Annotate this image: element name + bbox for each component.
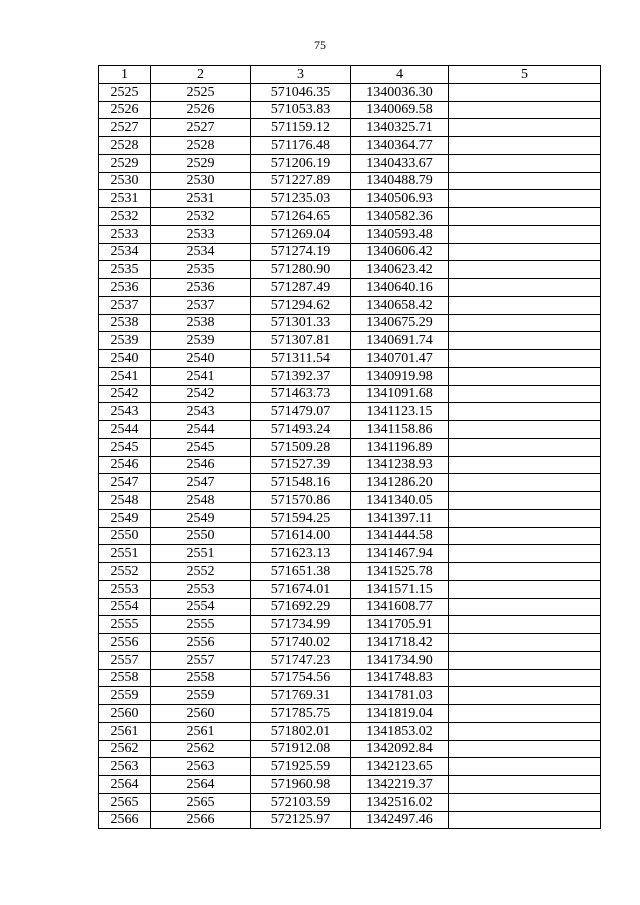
y-coordinate-cell: 1341196.89	[351, 438, 449, 456]
x-coordinate-cell: 571651.38	[251, 563, 351, 581]
point-id-cell: 2541	[151, 367, 251, 385]
y-coordinate-cell: 1340593.48	[351, 225, 449, 243]
y-coordinate-cell: 1340364.77	[351, 137, 449, 155]
note-cell	[449, 172, 601, 190]
y-coordinate-cell: 1340036.30	[351, 83, 449, 101]
table-header	[99, 66, 601, 84]
table-row	[99, 687, 601, 705]
y-coordinate-cell: 1341718.42	[351, 634, 449, 652]
table-row	[99, 119, 601, 137]
table-row	[99, 740, 601, 758]
x-coordinate-cell: 571570.86	[251, 492, 351, 510]
note-cell	[449, 527, 601, 545]
x-coordinate-cell: 571294.62	[251, 296, 351, 314]
y-coordinate-cell: 1341286.20	[351, 474, 449, 492]
x-coordinate-cell: 571614.00	[251, 527, 351, 545]
y-coordinate-cell: 1341571.15	[351, 580, 449, 598]
x-coordinate-cell: 571479.07	[251, 403, 351, 421]
note-cell	[449, 616, 601, 634]
x-coordinate-cell: 571176.48	[251, 137, 351, 155]
x-coordinate-cell: 571280.90	[251, 261, 351, 279]
table-row	[99, 793, 601, 811]
note-cell	[449, 154, 601, 172]
note-cell	[449, 811, 601, 829]
note-cell	[449, 722, 601, 740]
table-row	[99, 225, 601, 243]
point-id-cell: 2545	[151, 438, 251, 456]
table-row	[99, 758, 601, 776]
x-coordinate-cell: 571264.65	[251, 208, 351, 226]
table-row	[99, 456, 601, 474]
y-coordinate-cell: 1340433.67	[351, 154, 449, 172]
table-row	[99, 634, 601, 652]
table-row	[99, 421, 601, 439]
point-id-cell: 2539	[151, 332, 251, 350]
point-id-cell: 2560	[151, 705, 251, 723]
point-number-cell: 2532	[99, 208, 151, 226]
x-coordinate-cell: 571206.19	[251, 154, 351, 172]
x-coordinate-cell: 571674.01	[251, 580, 351, 598]
table-row	[99, 385, 601, 403]
table-body	[99, 83, 601, 829]
table-row	[99, 669, 601, 687]
note-cell	[449, 705, 601, 723]
point-number-cell: 2545	[99, 438, 151, 456]
x-coordinate-cell: 571159.12	[251, 119, 351, 137]
y-coordinate-cell: 1342516.02	[351, 793, 449, 811]
x-coordinate-cell: 571463.73	[251, 385, 351, 403]
x-coordinate-cell: 571754.56	[251, 669, 351, 687]
table-row	[99, 83, 601, 101]
note-cell	[449, 580, 601, 598]
point-number-cell: 2562	[99, 740, 151, 758]
x-coordinate-cell: 571692.29	[251, 598, 351, 616]
point-number-cell: 2561	[99, 722, 151, 740]
x-coordinate-cell: 571912.08	[251, 740, 351, 758]
table-row	[99, 527, 601, 545]
table-row	[99, 314, 601, 332]
table-row	[99, 563, 601, 581]
point-number-cell: 2533	[99, 225, 151, 243]
table-row	[99, 154, 601, 172]
y-coordinate-cell: 1340675.29	[351, 314, 449, 332]
point-id-cell: 2566	[151, 811, 251, 829]
note-cell	[449, 776, 601, 794]
x-coordinate-cell: 571785.75	[251, 705, 351, 723]
point-id-cell: 2555	[151, 616, 251, 634]
point-id-cell: 2565	[151, 793, 251, 811]
table-row	[99, 438, 601, 456]
y-coordinate-cell: 1342219.37	[351, 776, 449, 794]
x-coordinate-cell: 571509.28	[251, 438, 351, 456]
note-cell	[449, 669, 601, 687]
note-cell	[449, 119, 601, 137]
x-coordinate-cell: 571235.03	[251, 190, 351, 208]
point-number-cell: 2531	[99, 190, 151, 208]
y-coordinate-cell: 1341238.93	[351, 456, 449, 474]
point-number-cell: 2548	[99, 492, 151, 510]
column-header-1: 1	[99, 66, 151, 84]
note-cell	[449, 350, 601, 368]
header-row	[99, 66, 601, 84]
y-coordinate-cell: 1340582.36	[351, 208, 449, 226]
y-coordinate-cell: 1341705.91	[351, 616, 449, 634]
point-number-cell: 2546	[99, 456, 151, 474]
point-number-cell: 2551	[99, 545, 151, 563]
point-id-cell: 2550	[151, 527, 251, 545]
y-coordinate-cell: 1340069.58	[351, 101, 449, 119]
point-id-cell: 2553	[151, 580, 251, 598]
point-number-cell: 2536	[99, 279, 151, 297]
x-coordinate-cell: 571548.16	[251, 474, 351, 492]
y-coordinate-cell: 1342092.84	[351, 740, 449, 758]
y-coordinate-cell: 1340325.71	[351, 119, 449, 137]
point-number-cell: 2565	[99, 793, 151, 811]
note-cell	[449, 279, 601, 297]
y-coordinate-cell: 1342497.46	[351, 811, 449, 829]
y-coordinate-cell: 1341158.86	[351, 421, 449, 439]
y-coordinate-cell: 1340506.93	[351, 190, 449, 208]
point-number-cell: 2556	[99, 634, 151, 652]
point-id-cell: 2562	[151, 740, 251, 758]
column-header-2: 2	[151, 66, 251, 84]
table-row	[99, 296, 601, 314]
y-coordinate-cell: 1340640.16	[351, 279, 449, 297]
x-coordinate-cell: 571734.99	[251, 616, 351, 634]
point-id-cell: 2554	[151, 598, 251, 616]
y-coordinate-cell: 1340606.42	[351, 243, 449, 261]
note-cell	[449, 793, 601, 811]
point-number-cell: 2534	[99, 243, 151, 261]
y-coordinate-cell: 1341397.11	[351, 509, 449, 527]
point-number-cell: 2543	[99, 403, 151, 421]
point-id-cell: 2527	[151, 119, 251, 137]
note-cell	[449, 456, 601, 474]
x-coordinate-cell: 571311.54	[251, 350, 351, 368]
point-number-cell: 2557	[99, 651, 151, 669]
point-number-cell: 2549	[99, 509, 151, 527]
point-number-cell: 2564	[99, 776, 151, 794]
note-cell	[449, 332, 601, 350]
note-cell	[449, 651, 601, 669]
x-coordinate-cell: 571301.33	[251, 314, 351, 332]
point-id-cell: 2534	[151, 243, 251, 261]
table-row	[99, 137, 601, 155]
note-cell	[449, 598, 601, 616]
note-cell	[449, 208, 601, 226]
x-coordinate-cell: 571227.89	[251, 172, 351, 190]
note-cell	[449, 314, 601, 332]
table-row	[99, 705, 601, 723]
point-id-cell: 2557	[151, 651, 251, 669]
table-row	[99, 190, 601, 208]
point-number-cell: 2553	[99, 580, 151, 598]
note-cell	[449, 225, 601, 243]
y-coordinate-cell: 1340701.47	[351, 350, 449, 368]
table-row	[99, 580, 601, 598]
point-number-cell: 2559	[99, 687, 151, 705]
point-number-cell: 2538	[99, 314, 151, 332]
table-row	[99, 350, 601, 368]
y-coordinate-cell: 1341091.68	[351, 385, 449, 403]
note-cell	[449, 261, 601, 279]
point-id-cell: 2549	[151, 509, 251, 527]
note-cell	[449, 83, 601, 101]
y-coordinate-cell: 1341819.04	[351, 705, 449, 723]
note-cell	[449, 474, 601, 492]
point-id-cell: 2528	[151, 137, 251, 155]
point-id-cell: 2530	[151, 172, 251, 190]
note-cell	[449, 687, 601, 705]
point-number-cell: 2558	[99, 669, 151, 687]
x-coordinate-cell: 571769.31	[251, 687, 351, 705]
note-cell	[449, 634, 601, 652]
point-id-cell: 2547	[151, 474, 251, 492]
point-id-cell: 2538	[151, 314, 251, 332]
y-coordinate-cell: 1340488.79	[351, 172, 449, 190]
note-cell	[449, 421, 601, 439]
point-number-cell: 2528	[99, 137, 151, 155]
point-id-cell: 2529	[151, 154, 251, 172]
table-row	[99, 811, 601, 829]
point-id-cell: 2559	[151, 687, 251, 705]
y-coordinate-cell: 1340658.42	[351, 296, 449, 314]
note-cell	[449, 137, 601, 155]
y-coordinate-cell: 1340691.74	[351, 332, 449, 350]
point-id-cell: 2563	[151, 758, 251, 776]
x-coordinate-cell: 571747.23	[251, 651, 351, 669]
y-coordinate-cell: 1341340.05	[351, 492, 449, 510]
point-id-cell: 2531	[151, 190, 251, 208]
x-coordinate-cell: 571740.02	[251, 634, 351, 652]
table-row	[99, 243, 601, 261]
note-cell	[449, 101, 601, 119]
point-id-cell: 2551	[151, 545, 251, 563]
point-number-cell: 2526	[99, 101, 151, 119]
point-id-cell: 2537	[151, 296, 251, 314]
table-row	[99, 598, 601, 616]
x-coordinate-cell: 571493.24	[251, 421, 351, 439]
note-cell	[449, 403, 601, 421]
point-number-cell: 2563	[99, 758, 151, 776]
y-coordinate-cell: 1341525.78	[351, 563, 449, 581]
y-coordinate-cell: 1340623.42	[351, 261, 449, 279]
y-coordinate-cell: 1341748.83	[351, 669, 449, 687]
point-id-cell: 2532	[151, 208, 251, 226]
y-coordinate-cell: 1341467.94	[351, 545, 449, 563]
table-row	[99, 208, 601, 226]
x-coordinate-cell: 571046.35	[251, 83, 351, 101]
note-cell	[449, 243, 601, 261]
point-id-cell: 2558	[151, 669, 251, 687]
note-cell	[449, 296, 601, 314]
point-number-cell: 2554	[99, 598, 151, 616]
page-number: 75	[314, 38, 326, 52]
table-row	[99, 722, 601, 740]
point-number-cell: 2542	[99, 385, 151, 403]
y-coordinate-cell: 1341444.58	[351, 527, 449, 545]
point-id-cell: 2536	[151, 279, 251, 297]
table-row	[99, 332, 601, 350]
table-row	[99, 279, 601, 297]
note-cell	[449, 758, 601, 776]
table-row	[99, 509, 601, 527]
x-coordinate-cell: 571925.59	[251, 758, 351, 776]
point-id-cell: 2542	[151, 385, 251, 403]
column-header-4: 4	[351, 66, 449, 84]
point-number-cell: 2555	[99, 616, 151, 634]
note-cell	[449, 740, 601, 758]
x-coordinate-cell: 571287.49	[251, 279, 351, 297]
table-row	[99, 616, 601, 634]
point-id-cell: 2535	[151, 261, 251, 279]
y-coordinate-cell: 1341123.15	[351, 403, 449, 421]
point-number-cell: 2530	[99, 172, 151, 190]
y-coordinate-cell: 1341781.03	[351, 687, 449, 705]
table-row	[99, 545, 601, 563]
point-number-cell: 2540	[99, 350, 151, 368]
point-id-cell: 2525	[151, 83, 251, 101]
point-id-cell: 2548	[151, 492, 251, 510]
x-coordinate-cell: 571527.39	[251, 456, 351, 474]
x-coordinate-cell: 571053.83	[251, 101, 351, 119]
y-coordinate-cell: 1341734.90	[351, 651, 449, 669]
x-coordinate-cell: 571594.25	[251, 509, 351, 527]
point-id-cell: 2544	[151, 421, 251, 439]
point-id-cell: 2564	[151, 776, 251, 794]
coordinates-table	[98, 65, 601, 829]
column-header-3: 3	[251, 66, 351, 84]
point-number-cell: 2541	[99, 367, 151, 385]
point-number-cell: 2544	[99, 421, 151, 439]
point-id-cell: 2552	[151, 563, 251, 581]
x-coordinate-cell: 571274.19	[251, 243, 351, 261]
x-coordinate-cell: 571269.04	[251, 225, 351, 243]
point-number-cell: 2535	[99, 261, 151, 279]
table-row	[99, 776, 601, 794]
table-row	[99, 367, 601, 385]
point-id-cell: 2533	[151, 225, 251, 243]
note-cell	[449, 545, 601, 563]
column-header-5: 5	[449, 66, 601, 84]
point-number-cell: 2527	[99, 119, 151, 137]
x-coordinate-cell: 571307.81	[251, 332, 351, 350]
point-id-cell: 2540	[151, 350, 251, 368]
note-cell	[449, 563, 601, 581]
y-coordinate-cell: 1341608.77	[351, 598, 449, 616]
x-coordinate-cell: 571802.01	[251, 722, 351, 740]
note-cell	[449, 367, 601, 385]
point-number-cell: 2550	[99, 527, 151, 545]
note-cell	[449, 190, 601, 208]
point-number-cell: 2560	[99, 705, 151, 723]
point-number-cell: 2537	[99, 296, 151, 314]
point-id-cell: 2526	[151, 101, 251, 119]
y-coordinate-cell: 1340919.98	[351, 367, 449, 385]
x-coordinate-cell: 571960.98	[251, 776, 351, 794]
point-id-cell: 2556	[151, 634, 251, 652]
point-number-cell: 2529	[99, 154, 151, 172]
point-number-cell: 2566	[99, 811, 151, 829]
y-coordinate-cell: 1342123.65	[351, 758, 449, 776]
point-number-cell: 2539	[99, 332, 151, 350]
table-row	[99, 261, 601, 279]
point-number-cell: 2547	[99, 474, 151, 492]
y-coordinate-cell: 1341853.02	[351, 722, 449, 740]
x-coordinate-cell: 572125.97	[251, 811, 351, 829]
table-row	[99, 492, 601, 510]
note-cell	[449, 509, 601, 527]
point-number-cell: 2525	[99, 83, 151, 101]
table-row	[99, 651, 601, 669]
note-cell	[449, 438, 601, 456]
note-cell	[449, 385, 601, 403]
table-row	[99, 403, 601, 421]
x-coordinate-cell: 571392.37	[251, 367, 351, 385]
note-cell	[449, 492, 601, 510]
point-id-cell: 2543	[151, 403, 251, 421]
point-id-cell: 2561	[151, 722, 251, 740]
x-coordinate-cell: 572103.59	[251, 793, 351, 811]
table-row	[99, 101, 601, 119]
point-number-cell: 2552	[99, 563, 151, 581]
x-coordinate-cell: 571623.13	[251, 545, 351, 563]
table-row	[99, 172, 601, 190]
table-row	[99, 474, 601, 492]
point-id-cell: 2546	[151, 456, 251, 474]
